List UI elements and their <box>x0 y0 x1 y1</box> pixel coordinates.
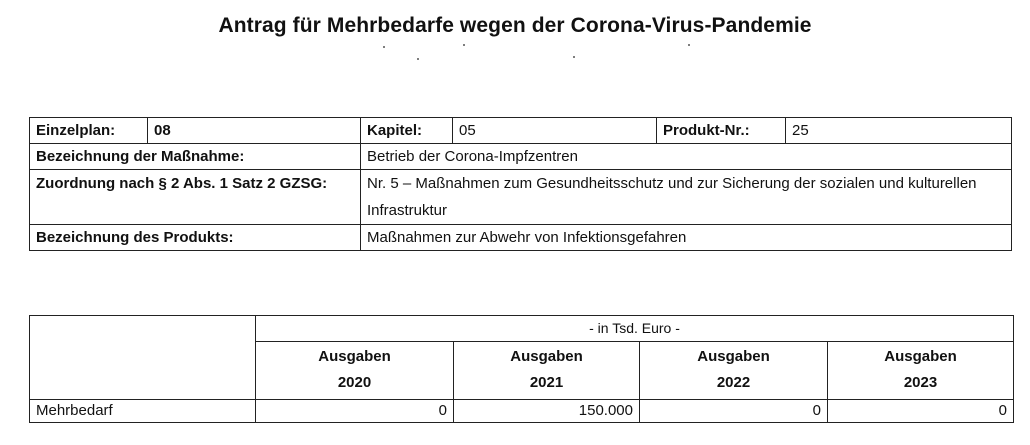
column-header-year: 2021 <box>529 374 564 391</box>
empty-corner-cell <box>30 316 256 400</box>
table-row <box>30 144 1012 170</box>
column-header-2023 <box>828 342 1014 400</box>
value-2021: 150.000 <box>454 400 640 423</box>
column-header-2020 <box>256 342 454 400</box>
row-label-mehrbedarf: Mehrbedarf <box>30 400 256 423</box>
produkt-nr-label: Produkt-Nr.: <box>657 118 786 144</box>
table-row <box>30 225 1012 251</box>
kapitel-label: Kapitel: <box>361 118 453 144</box>
scan-artifact <box>383 46 385 48</box>
unit-header: - in Tsd. Euro - <box>256 316 1014 342</box>
zuordnung-value: Nr. 5 – Maßnahmen zum Gesundheitsschutz und zur Sicherung der sozialen und kulturellen Infrastruktur <box>361 170 1012 225</box>
budget-table <box>29 315 1014 423</box>
produkt-nr-value: 25 <box>786 118 1012 144</box>
value-2023: 0 <box>828 400 1014 423</box>
column-header-label: Ausgaben <box>884 348 957 365</box>
produkt-bezeichnung-label: Bezeichnung des Produkts: <box>30 225 361 251</box>
table-row <box>30 316 1014 342</box>
zuordnung-label: Zuordnung nach § 2 Abs. 1 Satz 2 GZSG: <box>30 170 361 225</box>
column-header-year: 2020 <box>337 374 372 391</box>
measure-info-table <box>29 117 1012 251</box>
table-row <box>30 118 1012 144</box>
value-2022: 0 <box>640 400 828 423</box>
column-header-label: Ausgaben <box>510 348 583 365</box>
einzelplan-label: Einzelplan: <box>30 118 148 144</box>
column-header-2022 <box>640 342 828 400</box>
table-row <box>30 170 1012 225</box>
column-header-year: 2023 <box>903 374 938 391</box>
table-row <box>30 400 1014 423</box>
massnahme-value: Betrieb der Corona-Impfzentren <box>361 144 1012 170</box>
column-header-2021 <box>454 342 640 400</box>
kapitel-value: 05 <box>453 118 657 144</box>
scan-artifact <box>688 44 690 46</box>
scan-artifact <box>417 58 419 60</box>
value-2020: 0 <box>256 400 454 423</box>
document-title: Antrag für Mehrbedarfe wegen der Corona-Virus-Pandemie <box>218 14 812 37</box>
column-header-label: Ausgaben <box>697 348 770 365</box>
einzelplan-value: 08 <box>148 118 361 144</box>
produkt-bezeichnung-value: Maßnahmen zur Abwehr von Infektionsgefahren <box>361 225 1012 251</box>
scan-artifact <box>573 56 575 58</box>
massnahme-label: Bezeichnung der Maßnahme: <box>30 144 361 170</box>
column-header-label: Ausgaben <box>318 348 391 365</box>
column-header-year: 2022 <box>716 374 751 391</box>
scan-artifact <box>463 44 465 46</box>
